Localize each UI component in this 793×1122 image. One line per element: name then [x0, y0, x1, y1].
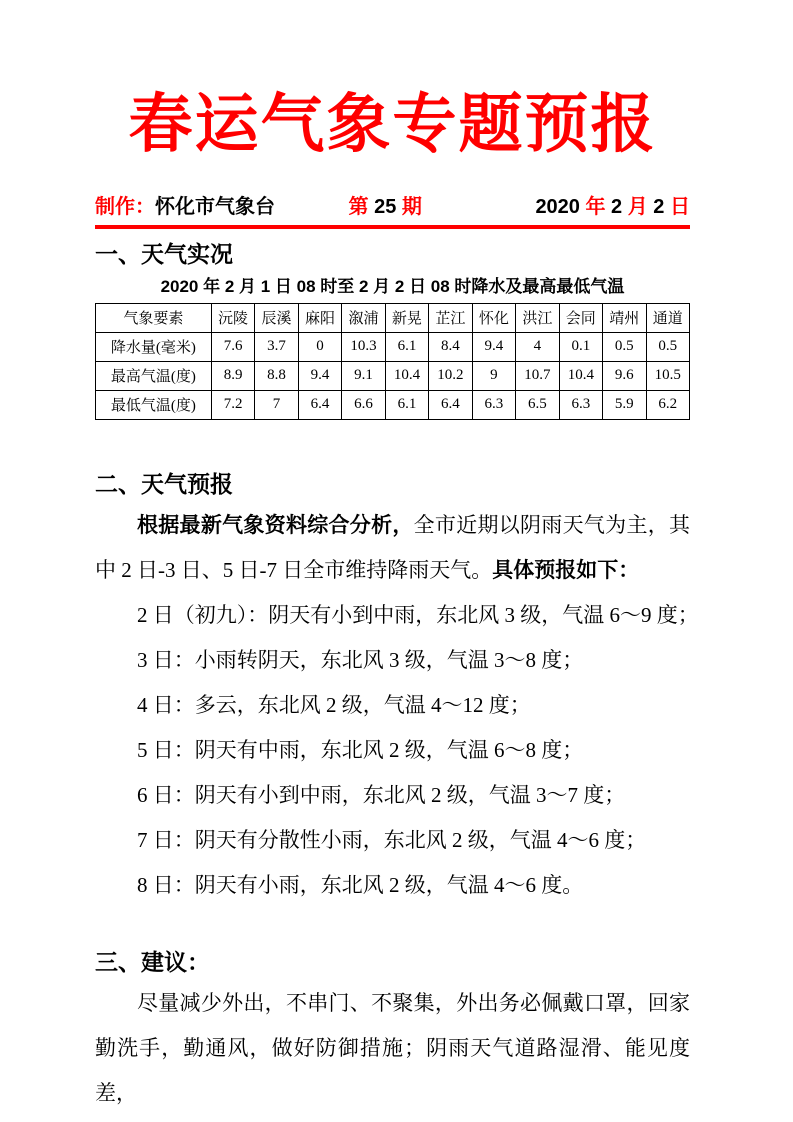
value-cell: 0.5	[646, 332, 689, 361]
value-cell: 6.4	[298, 390, 341, 419]
table-header-cell: 溆浦	[342, 303, 385, 332]
row-label-cell: 最低气温(度)	[96, 390, 212, 419]
table-row-min-temp	[96, 390, 690, 419]
producer-label: 制作：	[95, 195, 155, 218]
value-cell: 4	[516, 332, 559, 361]
forecast-item-day4: 4 日：多云，东北风 2 级，气温 4～12 度；	[137, 693, 531, 718]
forecast-item-day8: 8 日：阴天有小雨，东北风 2 级，气温 4～6 度。	[137, 873, 584, 898]
value-cell: 6.6	[342, 390, 385, 419]
value-cell: 8.9	[211, 361, 254, 390]
intro-bold-tail: 具体预报如下：	[492, 559, 640, 583]
table-header-cell: 沅陵	[211, 303, 254, 332]
value-cell: 9.4	[298, 361, 341, 390]
table-header-cell: 辰溪	[255, 303, 298, 332]
red-divider	[95, 225, 690, 229]
section-advice	[95, 948, 690, 1116]
value-cell: 10.4	[385, 361, 428, 390]
issue-date: 2020 年 2 月 2 日	[535, 195, 690, 218]
value-cell: 10.2	[429, 361, 472, 390]
table-header-cell: 芷江	[429, 303, 472, 332]
value-cell: 5.9	[603, 390, 646, 419]
table-header-cell: 怀化	[472, 303, 515, 332]
value-cell: 7.2	[211, 390, 254, 419]
value-cell: 10.3	[342, 332, 385, 361]
value-cell: 10.7	[516, 361, 559, 390]
value-cell: 6.2	[646, 390, 689, 419]
forecast-item-day6: 6 日：阴天有小到中雨，东北风 2 级，气温 3～7 度；	[137, 783, 626, 808]
producer	[95, 194, 275, 220]
value-cell: 7	[255, 390, 298, 419]
forecast-item-day2: 2 日（初九）：阴天有小到中雨，东北风 3 级，气温 6～9 度；	[137, 603, 699, 628]
section-2-heading: 二、天气预报	[95, 470, 233, 497]
value-cell: 10.5	[646, 361, 689, 390]
intro-bold-lead: 根据最新气象资料综合分析，	[137, 514, 414, 538]
section-1-heading: 一、天气实况	[95, 240, 233, 267]
table-header-cell: 气象要素	[96, 303, 212, 332]
forecast-intro	[95, 503, 690, 593]
value-cell: 0.1	[559, 332, 602, 361]
value-cell: 6.4	[429, 390, 472, 419]
row-label-cell: 最高气温(度)	[96, 361, 212, 390]
value-cell: 9.6	[603, 361, 646, 390]
table-header-cell: 洪江	[516, 303, 559, 332]
value-cell: 9.1	[342, 361, 385, 390]
table-header-cell: 麻阳	[298, 303, 341, 332]
forecast-item-day3: 3 日：小雨转阴天，东北风 3 级，气温 3～8 度；	[137, 648, 584, 673]
table-header-cell: 通道	[646, 303, 689, 332]
value-cell: 8.4	[429, 332, 472, 361]
table-header-row	[96, 303, 690, 332]
row-label-cell: 降水量(毫米)	[96, 332, 212, 361]
forecast-item-day7: 7 日：阴天有分散性小雨，东北风 2 级，气温 4～6 度；	[137, 828, 647, 853]
document-title: 春运气象专题预报	[128, 89, 657, 160]
table-header-cell: 会同	[559, 303, 602, 332]
table-row-precipitation	[96, 332, 690, 361]
meta-row	[95, 194, 690, 220]
advice-paragraph: 尽量减少外出，不串门、不聚集，外出务必佩戴口罩，回家勤洗手，勤通风，做好防御措施；阴雨天气道路湿滑、能见度差，	[95, 991, 690, 1106]
value-cell: 9	[472, 361, 515, 390]
section-weather-actual	[95, 240, 690, 420]
section-weather-forecast	[95, 470, 699, 909]
value-cell: 10.4	[559, 361, 602, 390]
value-cell: 8.8	[255, 361, 298, 390]
issue-number: 第 25 期	[348, 195, 422, 218]
intro-regular-text: 全市近期以阴雨天气为主，其中 2 日-3 日、5 日-7 日全市维持降雨天气。	[95, 513, 690, 583]
value-cell: 6.5	[516, 390, 559, 419]
weather-table	[95, 303, 690, 420]
value-cell: 6.3	[472, 390, 515, 419]
value-cell: 9.4	[472, 332, 515, 361]
table-header-cell: 靖州	[603, 303, 646, 332]
producer-value: 怀化市气象台	[155, 195, 275, 218]
value-cell: 6.3	[559, 390, 602, 419]
value-cell: 7.6	[211, 332, 254, 361]
forecast-item-day5: 5 日：阴天有中雨，东北风 2 级，气温 6～8 度；	[137, 738, 584, 763]
value-cell: 3.7	[255, 332, 298, 361]
weather-table-caption: 2020 年 2 月 1 日 08 时至 2 月 2 日 08 时降水及最高最低气温	[160, 277, 625, 297]
value-cell: 6.1	[385, 332, 428, 361]
section-3-heading: 三、建议：	[95, 949, 210, 976]
value-cell: 6.1	[385, 390, 428, 419]
table-header-cell: 新晃	[385, 303, 428, 332]
table-row-max-temp	[96, 361, 690, 390]
value-cell: 0.5	[603, 332, 646, 361]
value-cell: 0	[298, 332, 341, 361]
